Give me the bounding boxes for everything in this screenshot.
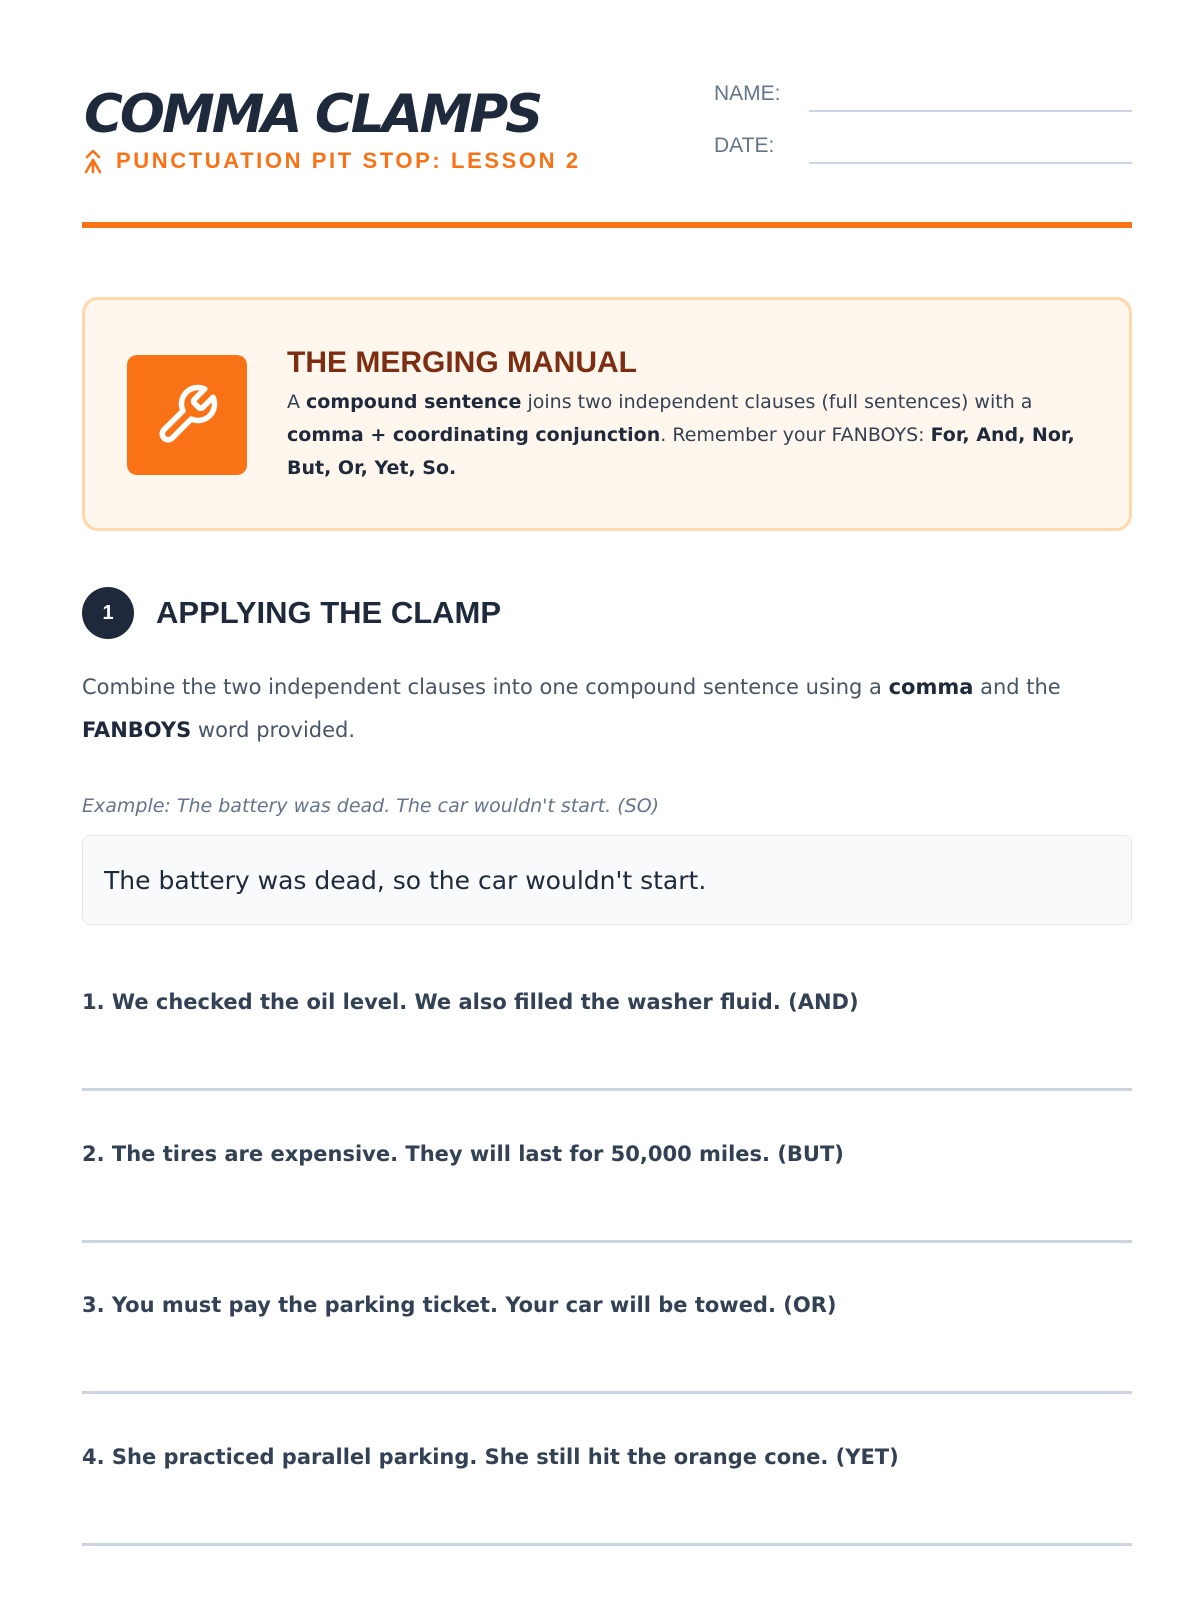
date-write-line[interactable] [809, 132, 1132, 164]
instructions-text-part: and the [973, 675, 1061, 699]
question-item [82, 987, 1132, 1017]
callout-body [287, 346, 1077, 485]
name-label: NAME: [714, 82, 781, 105]
example-answer-box [82, 835, 1132, 925]
date-field [714, 132, 1132, 164]
callout-term-compound-sentence: compound sentence [306, 391, 522, 413]
instructions-text-part: Combine the two independent clauses into one compound sentence using a [82, 675, 889, 699]
question-item [82, 1139, 1132, 1169]
section-number-badge: 1 [82, 587, 134, 639]
callout-text-part: joins two independent clauses (full sentences) with a [521, 391, 1033, 413]
section-instructions [82, 666, 1132, 752]
merging-manual-callout [82, 297, 1132, 531]
worksheet-header [82, 0, 1132, 222]
instructions-text-part: word provided. [191, 718, 356, 742]
section-title: APPLYING THE CLAMP [156, 595, 502, 630]
callout-title: THE MERGING MANUAL [287, 346, 637, 379]
worksheet-page [82, 0, 1132, 1469]
example-answer: The battery was dead, so the car wouldn't start. [104, 865, 707, 895]
wrench-icon [127, 355, 247, 475]
instructions-term-comma: comma [888, 675, 974, 699]
question-item [82, 1290, 1132, 1320]
header-divider [82, 222, 1132, 228]
question-prompt: 1. We checked the oil level. We also filled the washer fluid. (AND) [82, 990, 859, 1014]
answer-line[interactable] [82, 1543, 1132, 1546]
callout-text [287, 386, 1077, 485]
answer-line[interactable] [82, 1240, 1132, 1243]
callout-text-part: A [287, 391, 307, 413]
example-label: Example: The battery was dead. The car wouldn't start. (SO) [82, 795, 660, 817]
section-header [82, 587, 501, 639]
question-prompt: 4. She practiced parallel parking. She still hit the orange cone. (YET) [82, 1445, 899, 1469]
question-item [82, 1442, 1132, 1472]
instructions-term-fanboys: FANBOYS [82, 718, 192, 742]
date-label: DATE: [714, 134, 775, 157]
callout-text-part: . Remember your FANBOYS: [660, 424, 931, 446]
question-prompt: 2. The tires are expensive. They will last for 50,000 miles. (BUT) [82, 1142, 844, 1166]
answer-line[interactable] [82, 1088, 1132, 1091]
callout-term-comma-conjunction: comma + coordinating conjunction [287, 424, 661, 446]
branch-arrow-icon [82, 148, 104, 174]
answer-line[interactable] [82, 1391, 1132, 1394]
page-title: COMMA CLAMPS [84, 84, 541, 145]
question-prompt: 3. You must pay the parking ticket. Your car will be towed. (OR) [82, 1293, 837, 1317]
subtitle-row [82, 148, 581, 174]
name-write-line[interactable] [809, 80, 1132, 112]
page-subtitle: PUNCTUATION PIT STOP: LESSON 2 [116, 148, 581, 173]
name-field [714, 80, 1132, 112]
callout-fanboys-list: For, And, Nor, But, Or, Yet, So. [287, 424, 1075, 479]
